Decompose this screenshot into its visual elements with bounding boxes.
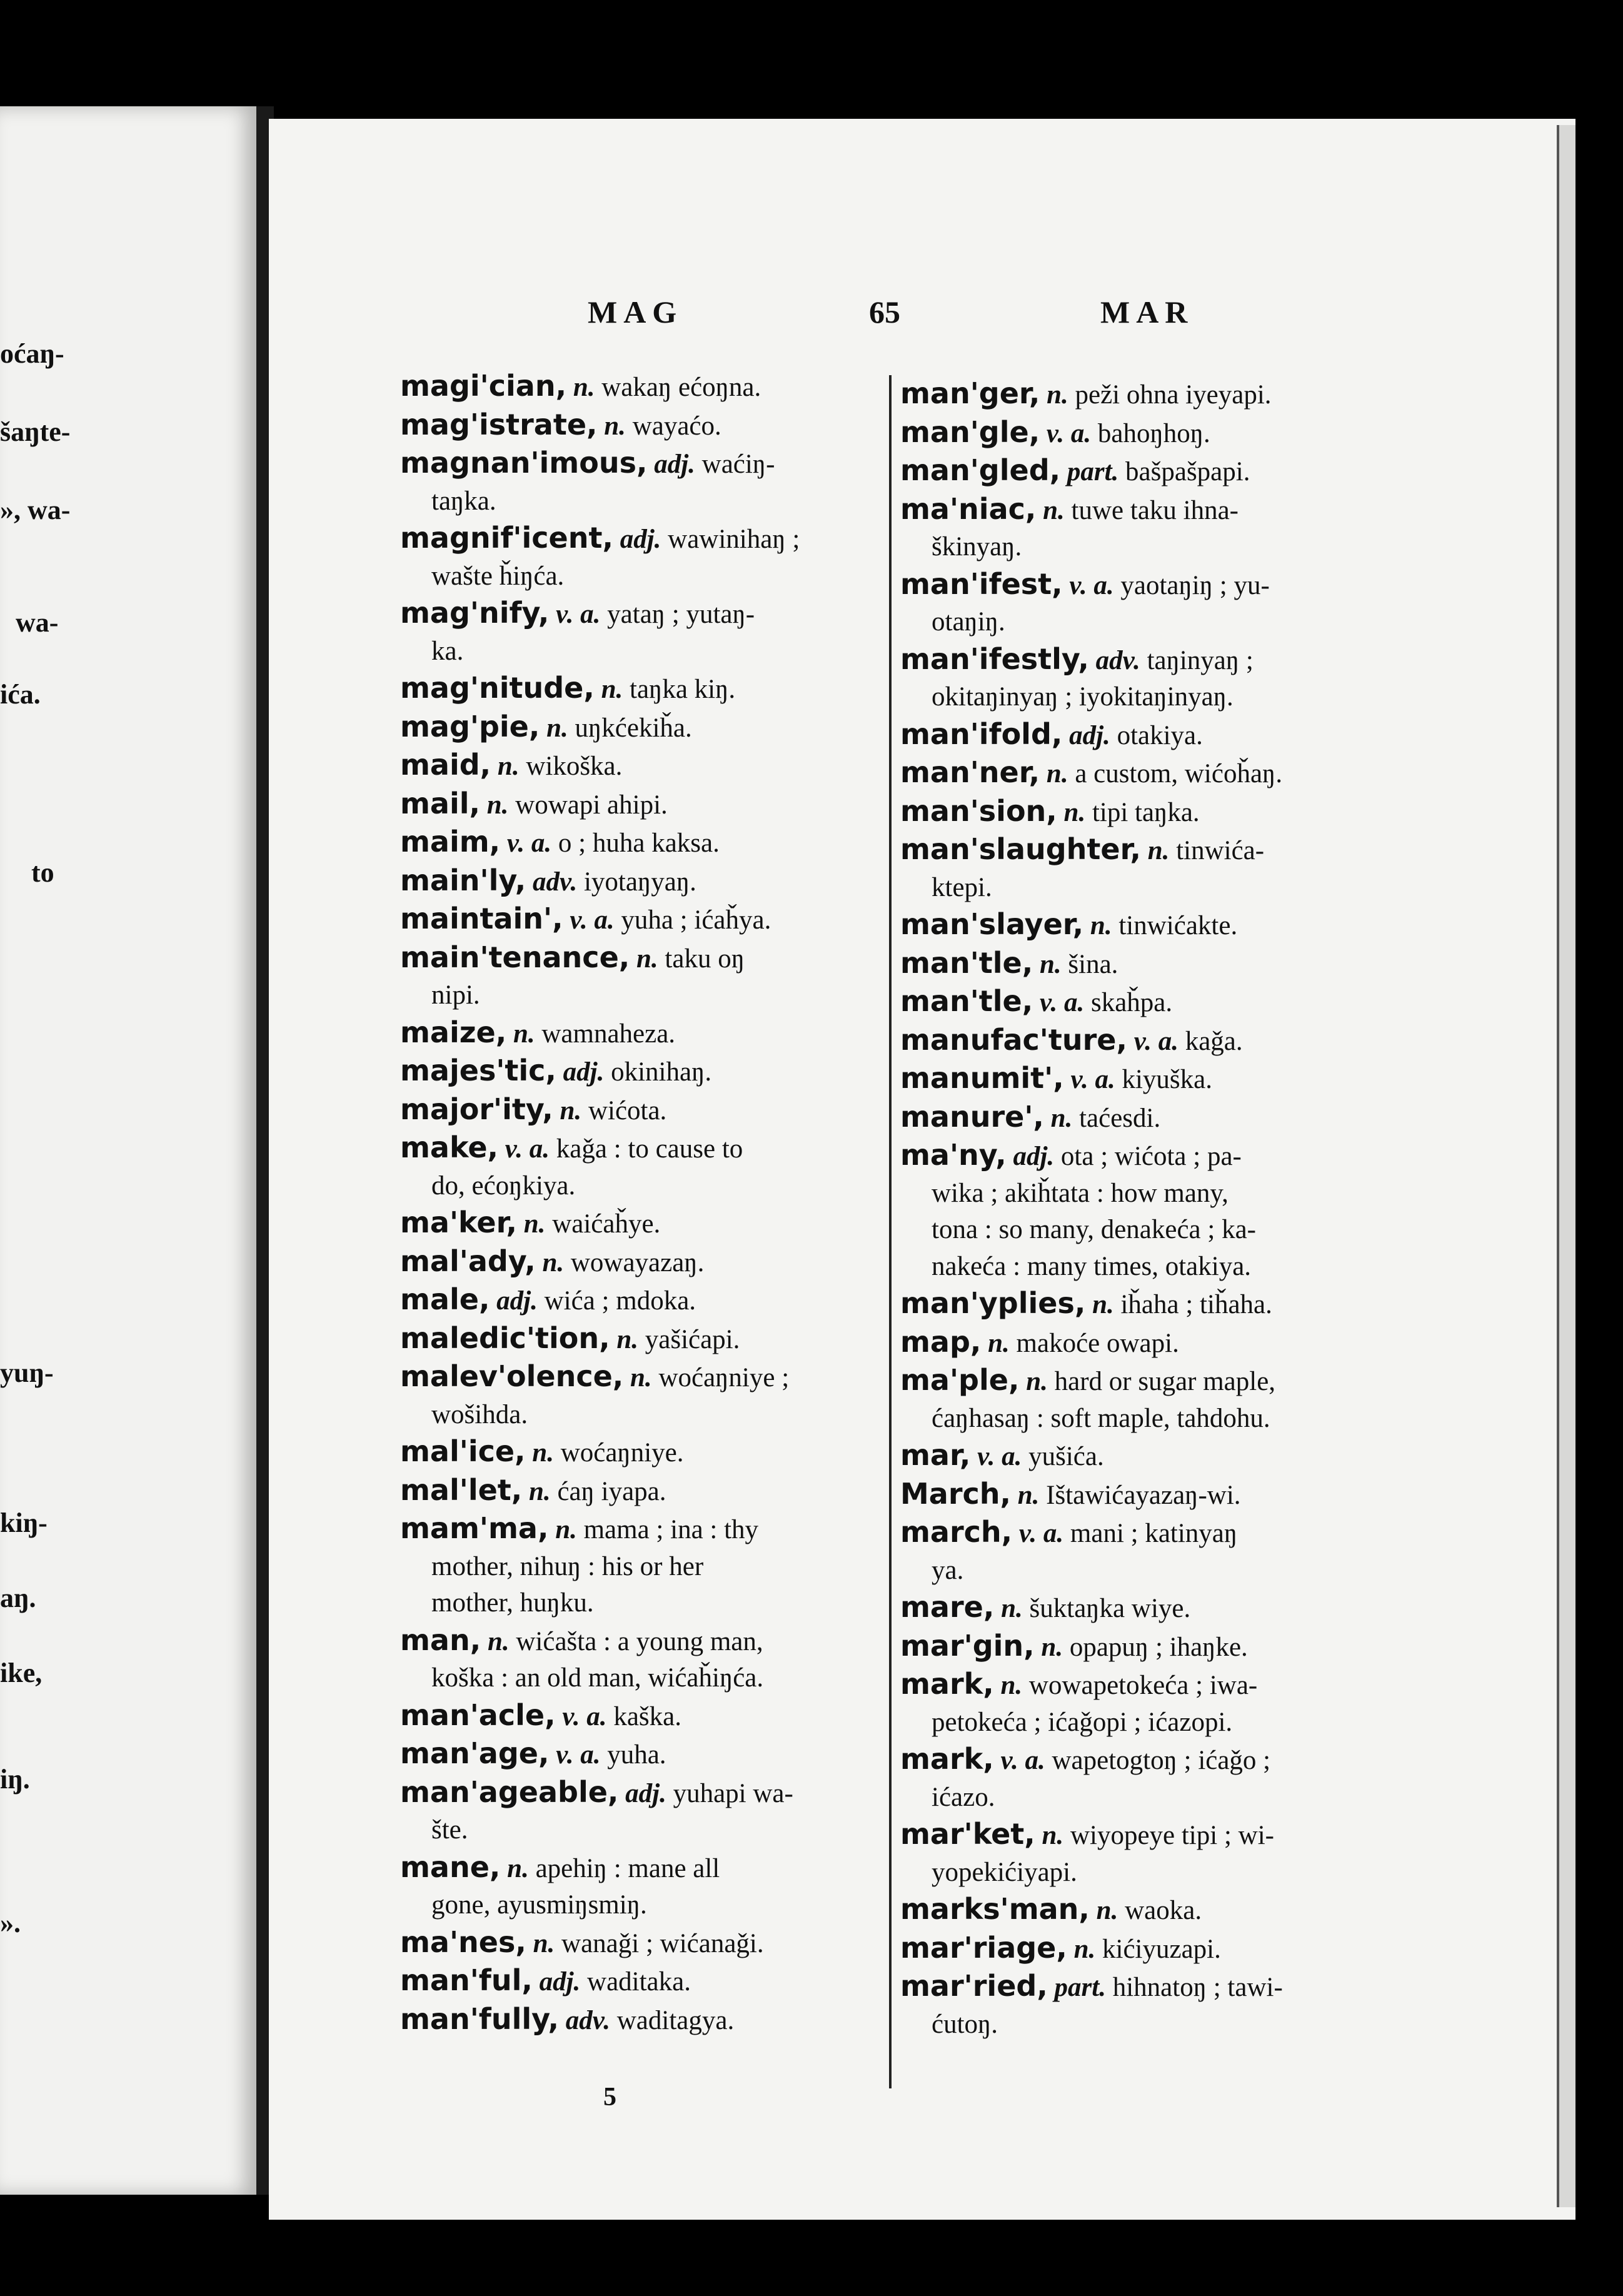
- part-of-speech: v. a.: [1069, 570, 1114, 600]
- definition: bašpašpapi.: [1125, 457, 1250, 486]
- part-of-speech: n.: [616, 1324, 638, 1354]
- definition-continuation: ka.: [431, 636, 464, 666]
- dictionary-entry: [900, 1099, 1575, 1137]
- part-of-speech: v. a.: [977, 1442, 1022, 1471]
- headword: malev'olence,: [400, 1359, 624, 1393]
- header-left-guide-word: MAG: [588, 295, 683, 330]
- headword: mag'nitude,: [400, 671, 595, 705]
- definition: taćesdi.: [1079, 1103, 1161, 1133]
- headword: majes'tic,: [400, 1054, 556, 1087]
- headword: man'acle,: [400, 1698, 556, 1732]
- facing-page-fragment: to: [31, 857, 54, 888]
- dictionary-entry: [900, 1137, 1575, 1285]
- part-of-speech: v. a.: [1018, 1519, 1064, 1548]
- definition: makoće owapi.: [1016, 1328, 1179, 1358]
- definition: tipi taŋka.: [1092, 797, 1200, 827]
- dictionary-entry: [900, 1741, 1575, 1816]
- headword: man'ful,: [400, 1963, 533, 1997]
- headword: maize,: [400, 1015, 507, 1049]
- dictionary-entry: [900, 1930, 1575, 1968]
- part-of-speech: n.: [560, 1095, 582, 1125]
- definition: wiyopeye tipi ; wi-: [1070, 1821, 1274, 1850]
- headword: mal'ady,: [400, 1244, 536, 1278]
- definition-continuation: okitaŋinyaŋ ; iyokitaŋinyaŋ.: [932, 682, 1234, 712]
- part-of-speech: v. a.: [1039, 988, 1085, 1017]
- definition-continuation: ćutoŋ.: [932, 2009, 998, 2039]
- definition-continuation: mother, nihuŋ : his or her: [431, 1551, 704, 1581]
- definition-continuation: nipi.: [431, 980, 480, 1010]
- part-of-speech: adj.: [625, 1778, 666, 1808]
- dictionary-entry: [900, 1437, 1575, 1476]
- part-of-speech: n.: [1090, 911, 1112, 940]
- headword: mar'gin,: [900, 1628, 1035, 1663]
- headword: maintain',: [400, 902, 563, 935]
- headword: make,: [400, 1130, 499, 1164]
- headword: marks'man,: [900, 1892, 1090, 1926]
- definition: skaȟpa.: [1090, 988, 1173, 1017]
- part-of-speech: n.: [1073, 1934, 1096, 1964]
- part-of-speech: n.: [604, 411, 626, 441]
- definition: mama ; ina : thy: [583, 1515, 759, 1544]
- part-of-speech: n.: [1063, 797, 1086, 827]
- definition: apehiŋ : mane all: [535, 1853, 720, 1883]
- definition: waoka.: [1125, 1896, 1202, 1925]
- definition: wićašta : a young man,: [516, 1626, 763, 1656]
- part-of-speech: n.: [487, 1626, 510, 1656]
- definition-continuation: gone, ayusmiŋsmiŋ.: [431, 1890, 647, 1920]
- part-of-speech: n.: [529, 1476, 551, 1506]
- headword: man'ifold,: [900, 717, 1063, 751]
- dictionary-entry: [900, 414, 1575, 453]
- dictionary-entry: [900, 375, 1575, 414]
- part-of-speech: v. a.: [506, 828, 552, 858]
- headword: male,: [400, 1282, 490, 1316]
- part-of-speech: n.: [1039, 949, 1062, 979]
- dictionary-entry: [900, 1022, 1575, 1060]
- part-of-speech: adj.: [620, 525, 661, 554]
- definition: kićiyuzapi.: [1102, 1934, 1221, 1964]
- definition: okinihaŋ.: [611, 1057, 712, 1087]
- definition: wikoška.: [526, 752, 623, 781]
- part-of-speech: n.: [542, 1247, 565, 1277]
- definition: wakaŋ ećoŋna.: [601, 373, 761, 402]
- definition-continuation: ćaŋhasaŋ : soft maple, tahdohu.: [932, 1403, 1270, 1433]
- definition: yaotaŋiŋ ; yu-: [1120, 570, 1270, 600]
- part-of-speech: n.: [1041, 1632, 1063, 1662]
- dictionary-entry: [900, 754, 1575, 793]
- headword: man'ner,: [900, 755, 1040, 789]
- part-of-speech: v. a.: [1000, 1746, 1045, 1775]
- definition: kaška.: [613, 1701, 681, 1731]
- dictionary-entry: [900, 566, 1575, 641]
- headword: ma'nes,: [400, 1925, 526, 1959]
- page-edge: [1557, 125, 1575, 2207]
- part-of-speech: v. a.: [562, 1701, 607, 1731]
- running-header: [269, 294, 1575, 344]
- definition: kaǧa : to cause to: [556, 1134, 743, 1164]
- dictionary-entry: [900, 793, 1575, 832]
- definition: wowayazaŋ.: [570, 1247, 705, 1277]
- part-of-speech: n.: [1026, 1367, 1048, 1396]
- dictionary-entry: [900, 983, 1575, 1022]
- part-of-speech: n.: [1050, 1103, 1073, 1133]
- headword: mar'riage,: [900, 1930, 1067, 1965]
- headword: man'ger,: [900, 376, 1040, 410]
- headword: mark,: [900, 1742, 994, 1776]
- part-of-speech: n.: [1147, 836, 1170, 865]
- headword: march,: [900, 1515, 1013, 1549]
- headword: mar'ried,: [900, 1969, 1048, 2003]
- definition-continuation: koška : an old man, wićaȟiŋća.: [431, 1663, 764, 1693]
- part-of-speech: adj.: [654, 450, 695, 479]
- definition: tinwića-: [1176, 836, 1265, 865]
- definition-continuation: škinyaŋ.: [932, 532, 1022, 561]
- part-of-speech: part.: [1067, 457, 1119, 486]
- definition: wanaǧi ; wićanaǧi.: [561, 1928, 764, 1958]
- headword: man'gle,: [900, 415, 1040, 449]
- dictionary-entry: [900, 1816, 1575, 1891]
- definition: wapetogtoŋ ; ićaǧo ;: [1052, 1746, 1271, 1775]
- definition: waćiŋ-: [701, 450, 775, 479]
- headword: manufac'ture,: [900, 1022, 1127, 1057]
- definition: hihnatoŋ ; tawi-: [1112, 1973, 1283, 2002]
- headword: mag'nify,: [400, 596, 550, 630]
- definition: taŋinyaŋ ;: [1147, 645, 1254, 675]
- definition: bahoŋhoŋ.: [1097, 418, 1210, 448]
- headword: man'ageable,: [400, 1775, 619, 1809]
- part-of-speech: n.: [507, 1853, 529, 1883]
- facing-page-fragment: wa-: [16, 607, 59, 638]
- headword: mail,: [400, 786, 480, 820]
- definition-continuation: petokeća ; ićaǧopi ; ićazopi.: [932, 1707, 1233, 1737]
- headword: main'tenance,: [400, 940, 630, 974]
- definition-continuation: nakeća : many times, otakiya.: [932, 1251, 1252, 1281]
- dictionary-page: [269, 119, 1575, 2220]
- headword: man'ifest,: [900, 566, 1063, 601]
- headword: mane,: [400, 1850, 501, 1884]
- dictionary-entry: [900, 1589, 1575, 1628]
- dictionary-entry: [900, 491, 1575, 566]
- definition: taku oŋ: [665, 944, 745, 974]
- signature-mark: 5: [603, 2083, 616, 2112]
- definition: kaǧa.: [1185, 1026, 1243, 1056]
- part-of-speech: v. a.: [570, 905, 615, 935]
- headword: maid,: [400, 748, 491, 782]
- part-of-speech: n.: [636, 944, 658, 974]
- definition-continuation: yopekićiyapi.: [932, 1857, 1077, 1887]
- dictionary-entry: [900, 1324, 1575, 1362]
- dictionary-entry: [900, 1060, 1575, 1099]
- headword: mal'ice,: [400, 1434, 526, 1468]
- definition: opapuŋ ; ihaŋke.: [1069, 1632, 1248, 1662]
- headword: man'tle,: [900, 945, 1033, 980]
- headword: manumit',: [900, 1061, 1064, 1095]
- column-divider: [889, 375, 892, 2088]
- definition: iyotaŋyaŋ.: [583, 867, 696, 897]
- part-of-speech: n.: [573, 373, 595, 402]
- facing-page-fragment: kiŋ-: [0, 1508, 48, 1538]
- headword: ma'ny,: [900, 1138, 1007, 1172]
- definition: yuha ; ićaȟya.: [621, 905, 771, 935]
- headword: ma'niac,: [900, 491, 1037, 526]
- headword: maledic'tion,: [400, 1321, 610, 1355]
- definition: yuha.: [607, 1740, 666, 1770]
- facing-page-left: [0, 106, 256, 2195]
- facing-page-fragment: šaŋte-: [0, 416, 71, 447]
- headword: mare,: [900, 1590, 995, 1624]
- headword: major'ity,: [400, 1092, 553, 1126]
- definition: yataŋ ; yutaŋ-: [607, 600, 755, 629]
- dictionary-entry: [900, 1362, 1575, 1437]
- dictionary-entry: [900, 452, 1575, 491]
- part-of-speech: adj.: [563, 1057, 605, 1087]
- headword: man'slaughter,: [900, 832, 1142, 866]
- headword: man'age,: [400, 1736, 550, 1770]
- definition: wawinihaŋ ;: [668, 525, 800, 554]
- definition: mani ; katinyaŋ: [1070, 1519, 1238, 1548]
- facing-page-fragment: oćaŋ-: [0, 338, 64, 369]
- part-of-speech: n.: [630, 1363, 652, 1392]
- dictionary-entry: [900, 906, 1575, 945]
- part-of-speech: v. a.: [1133, 1026, 1178, 1056]
- definition-continuation: ktepi.: [932, 872, 992, 902]
- definition-continuation: otaŋiŋ.: [932, 607, 1005, 637]
- definition: šuktaŋka wiye.: [1029, 1594, 1191, 1623]
- headword: magnif'icent,: [400, 521, 613, 555]
- headword: man,: [400, 1623, 481, 1657]
- part-of-speech: n.: [1017, 1480, 1040, 1510]
- definition: tinwićakte.: [1118, 911, 1238, 940]
- headword: manure',: [900, 1099, 1044, 1134]
- definition-continuation: wašte ȟiŋća.: [431, 561, 565, 591]
- part-of-speech: v. a.: [556, 600, 601, 629]
- definition: hard or sugar maple,: [1054, 1367, 1276, 1396]
- definition: waditagya.: [616, 2005, 735, 2035]
- headword: man'slayer,: [900, 907, 1084, 941]
- dictionary-entry: [900, 1476, 1575, 1514]
- header-right-guide-word: MAR: [1100, 295, 1194, 330]
- part-of-speech: adj.: [496, 1286, 538, 1316]
- headword: man'tle,: [900, 984, 1033, 1018]
- definition: Ištawićayazaŋ-wi.: [1046, 1480, 1241, 1510]
- headword: maim,: [400, 825, 501, 858]
- headword: mag'istrate,: [400, 407, 598, 441]
- dictionary-entry: [900, 1968, 1575, 2043]
- part-of-speech: n.: [1046, 759, 1068, 788]
- definition: kiyuška.: [1122, 1065, 1212, 1094]
- part-of-speech: n.: [532, 1438, 554, 1468]
- definition: wayaćo.: [632, 411, 721, 441]
- part-of-speech: n.: [1042, 1821, 1064, 1850]
- definition: yašićapi.: [645, 1324, 740, 1354]
- headword: man'yplies,: [900, 1286, 1086, 1320]
- part-of-speech: n.: [546, 713, 568, 743]
- part-of-speech: n.: [1092, 1290, 1114, 1319]
- part-of-speech: n.: [601, 675, 623, 704]
- part-of-speech: n.: [1000, 1671, 1023, 1700]
- facing-page-fragment: ike,: [0, 1658, 43, 1688]
- headword: mar'ket,: [900, 1817, 1035, 1851]
- definition: otakiya.: [1117, 720, 1203, 750]
- facing-page-fragment: », wa-: [0, 495, 71, 525]
- part-of-speech: n.: [1001, 1594, 1023, 1623]
- dictionary-entry: [900, 641, 1575, 716]
- headword: mark,: [900, 1667, 994, 1701]
- part-of-speech: adv.: [532, 867, 578, 897]
- dictionary-entry: [900, 1628, 1575, 1666]
- definition: yušića.: [1028, 1442, 1104, 1471]
- dictionary-entry: [900, 1514, 1575, 1589]
- page-number: 65: [869, 295, 900, 330]
- definition: taŋka kiŋ.: [630, 675, 736, 704]
- definition: woćaŋniye ;: [658, 1363, 790, 1392]
- part-of-speech: adv.: [1095, 645, 1140, 675]
- definition: a custom, wićoȟaŋ.: [1075, 759, 1283, 788]
- part-of-speech: n.: [1096, 1896, 1118, 1925]
- headword: man'sion,: [900, 793, 1057, 828]
- definition: wića ; mdoka.: [544, 1286, 696, 1316]
- facing-page-fragment: ».: [0, 1908, 21, 1938]
- headword: man'gled,: [900, 453, 1061, 487]
- definition-continuation: wika ; akiȟtata : how many,: [932, 1178, 1229, 1208]
- headword: magnan'imous,: [400, 446, 648, 480]
- definition: wamnaheza.: [541, 1019, 676, 1049]
- definition-continuation: ićazo.: [932, 1782, 995, 1812]
- headword: March,: [900, 1476, 1011, 1511]
- part-of-speech: n.: [497, 752, 520, 781]
- definition: wowapetokeća ; iwa-: [1028, 1671, 1258, 1700]
- part-of-speech: v. a.: [1070, 1065, 1115, 1094]
- facing-page-fragment: aŋ.: [0, 1583, 36, 1613]
- definition: ota ; wićota ; pa-: [1060, 1142, 1242, 1171]
- dictionary-entry: [900, 1285, 1575, 1324]
- definition-continuation: do, ećoŋkiya.: [431, 1171, 576, 1201]
- headword: ma'ple,: [900, 1363, 1020, 1397]
- definition-continuation: ya.: [932, 1555, 964, 1585]
- dictionary-entry: [900, 1666, 1575, 1741]
- part-of-speech: adj.: [539, 1967, 581, 1996]
- part-of-speech: adj.: [1013, 1142, 1055, 1171]
- definition: šina.: [1068, 949, 1118, 979]
- definition-continuation: taŋka.: [431, 486, 496, 516]
- facing-page-fragment: yuŋ-: [0, 1357, 54, 1388]
- right-column: [900, 375, 1575, 2043]
- part-of-speech: n.: [555, 1515, 577, 1544]
- definition-continuation: mother, huŋku.: [431, 1588, 594, 1618]
- definition: ćaŋ iyapa.: [557, 1476, 666, 1506]
- definition: uŋkćekiȟa.: [575, 713, 692, 743]
- dictionary-entry: [900, 945, 1575, 984]
- definition: wowapi ahipi.: [515, 790, 668, 820]
- part-of-speech: adv.: [565, 2005, 610, 2035]
- dictionary-entry: [900, 716, 1575, 755]
- part-of-speech: n.: [988, 1328, 1010, 1358]
- facing-page-fragment: iŋ.: [0, 1764, 30, 1795]
- headword: main'ly,: [400, 863, 526, 897]
- headword: man'fully,: [400, 2001, 559, 2036]
- part-of-speech: n.: [523, 1209, 546, 1239]
- part-of-speech: v. a.: [1046, 418, 1092, 448]
- part-of-speech: n.: [513, 1019, 535, 1049]
- headword: mal'let,: [400, 1473, 523, 1507]
- definition-continuation: wošihda.: [431, 1399, 528, 1429]
- definition: iȟaha ; tiȟaha.: [1120, 1290, 1272, 1319]
- definition: waićaȟye.: [552, 1209, 661, 1239]
- part-of-speech: v. a.: [505, 1134, 550, 1164]
- dictionary-entry: [900, 1891, 1575, 1930]
- part-of-speech: n.: [1047, 380, 1068, 410]
- headword: mar,: [900, 1438, 971, 1472]
- definition-continuation: šte.: [431, 1815, 468, 1845]
- headword: man'ifestly,: [900, 642, 1089, 676]
- definition: wićota.: [588, 1095, 667, 1125]
- part-of-speech: v. a.: [556, 1740, 601, 1770]
- headword: magi'cian,: [400, 369, 567, 403]
- dictionary-entry: [900, 831, 1575, 906]
- part-of-speech: part.: [1054, 1973, 1106, 2002]
- facing-page-fragment: ića.: [0, 679, 41, 710]
- headword: ma'ker,: [400, 1206, 518, 1239]
- part-of-speech: adj.: [1069, 720, 1110, 750]
- definition: o ; huha kaksa.: [558, 828, 720, 858]
- headword: map,: [900, 1324, 982, 1359]
- headword: mag'pie,: [400, 709, 540, 743]
- definition: yuhapi wa-: [673, 1778, 793, 1808]
- definition: peži ohna iyeyapi.: [1075, 380, 1272, 410]
- definition: tuwe taku ihna-: [1071, 495, 1239, 525]
- definition: woćaŋniye.: [560, 1438, 684, 1468]
- definition-continuation: tona : so many, denakeća ; ka-: [932, 1215, 1256, 1244]
- headword: mam'ma,: [400, 1511, 549, 1545]
- part-of-speech: n.: [486, 790, 509, 820]
- definition: waditaka.: [587, 1967, 691, 1996]
- part-of-speech: n.: [1043, 495, 1065, 525]
- part-of-speech: n.: [533, 1928, 555, 1958]
